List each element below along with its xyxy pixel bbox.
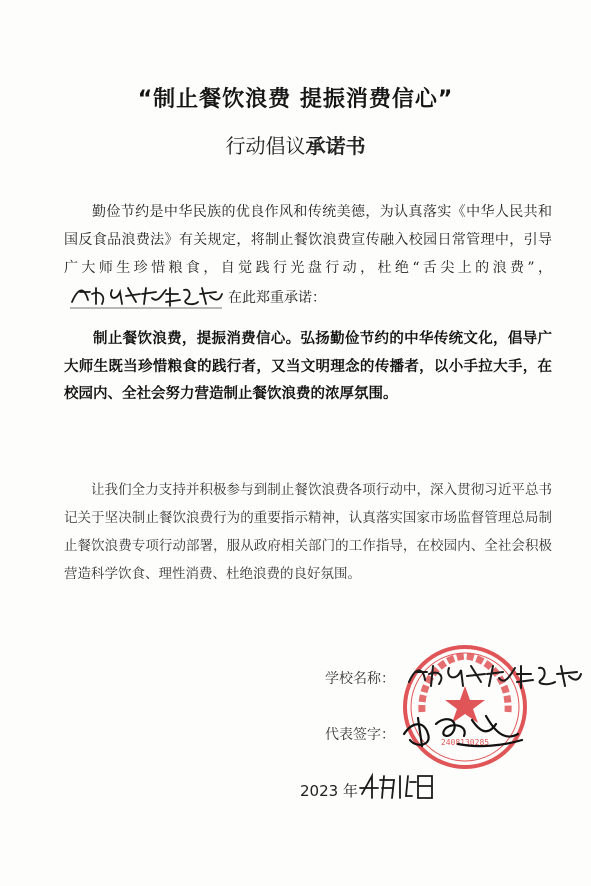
subtitle-bold: 承诺书: [305, 134, 366, 158]
paragraph-intro: [64, 198, 552, 312]
paragraph-pledge: 制止餐饮浪费，提振消费信心。弘扬勤俭节约的中华传统文化，倡导广大师生既当珍惜粮食的践行者，又当文明理念的传播者，以小手拉大手，在校园内、全社会努力营造制止餐饮浪费的浓厚氛围。: [64, 331, 552, 402]
paragraph-intro-text: 勤俭节约是中华民族的优良作风和传统美德，为认真落实《中华人民共和国反食品浪费法》有关规定，将制止餐饮浪费宣传融入校园日常管理中，引导广大师生珍惜粮食，自觉践行光盘行动，杜绝“舌尖上的浪费”，: [64, 204, 552, 276]
school-name-label: 学校名称：: [325, 671, 395, 687]
date-year: 2023 年: [300, 782, 358, 800]
document-subtitle: [0, 130, 591, 159]
handwritten-school-signature: [405, 660, 585, 694]
paragraph-intro-closing: 在此郑重承诺：: [228, 290, 326, 306]
handwritten-school-name: [66, 282, 226, 310]
seal-number: 2408130285: [440, 738, 490, 747]
paragraph-action: 让我们全力支持并积极参与到制止餐饮浪费各项行动中，深入贯彻习近平总书记关于坚决制止餐饮浪费行为的重要指示精神，认真落实国家市场监督管理总局制止餐饮浪费专项行动部署，服从政府相关部门的工作指导，在校园内、全社会积极营造科学饮食、理性消费、杜绝浪费的良好氛围。: [64, 482, 552, 582]
handwritten-date: [356, 770, 446, 804]
document-title: “制止餐饮浪费 提振消费信心”: [137, 87, 454, 112]
subtitle-normal: 行动倡议: [225, 134, 306, 158]
representative-signature: [398, 704, 528, 754]
representative-signature-label: 代表签字：: [325, 727, 395, 743]
